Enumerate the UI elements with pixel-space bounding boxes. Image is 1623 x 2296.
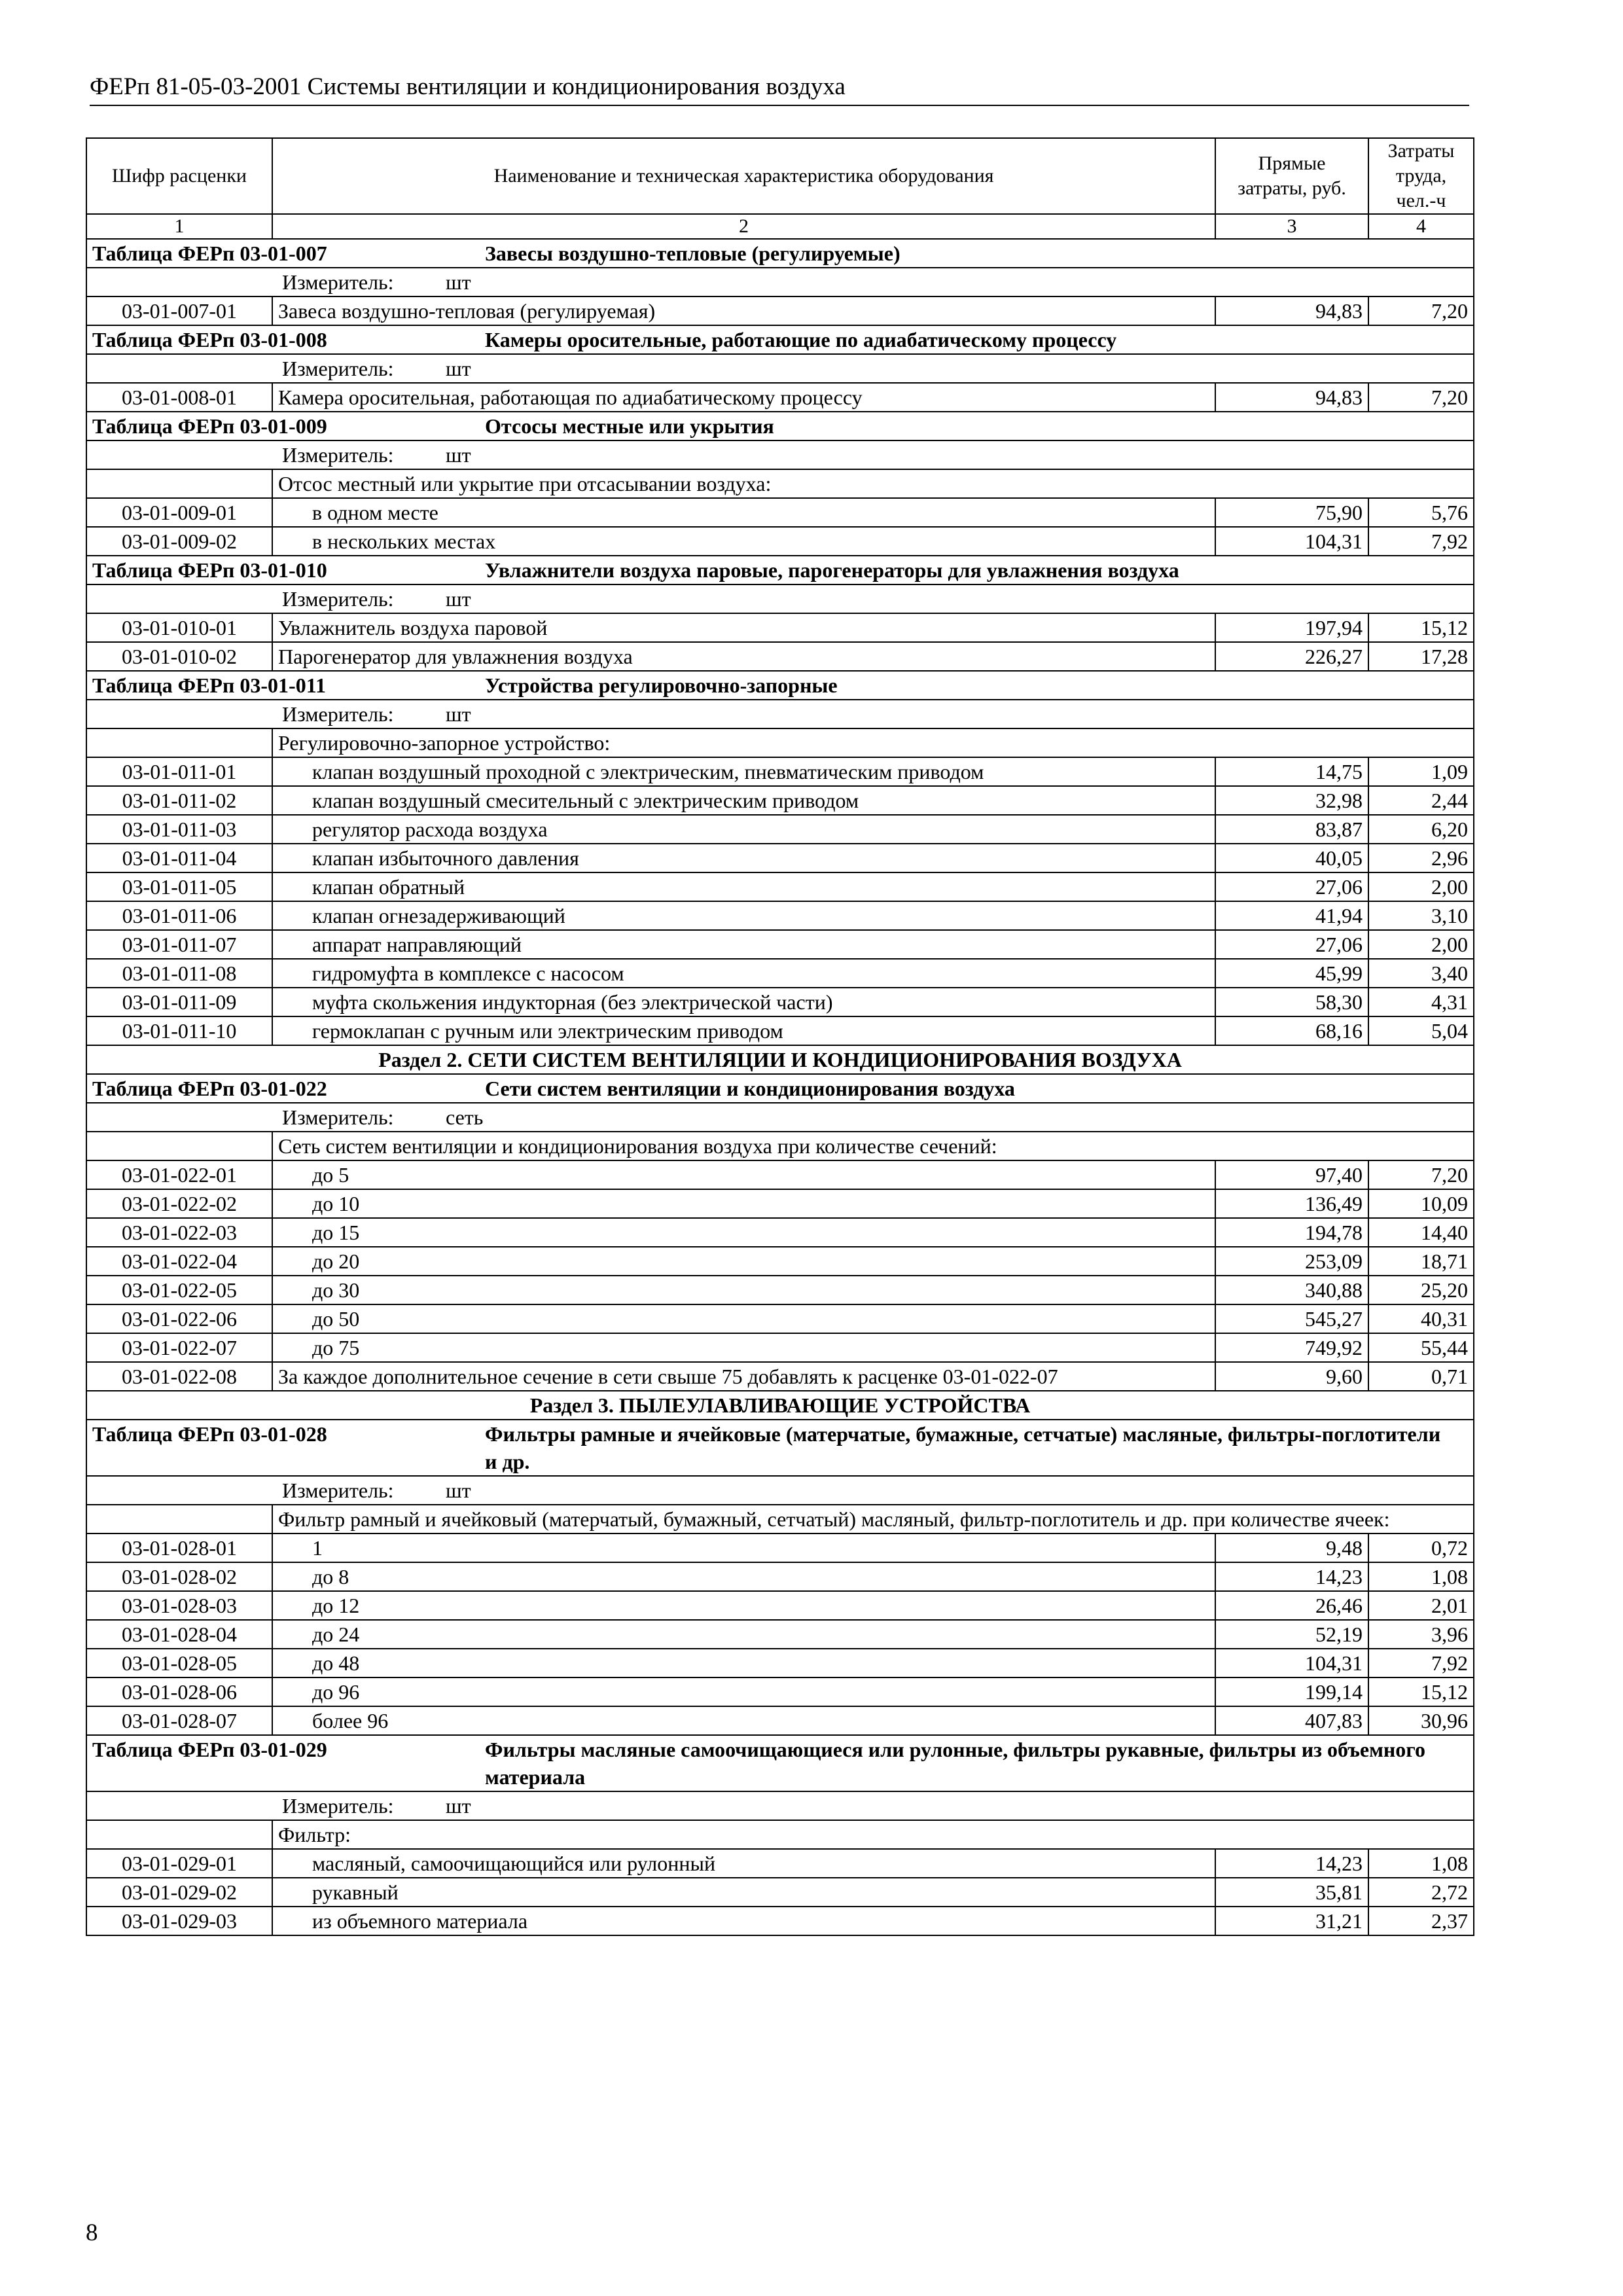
table-row [86,527,1474,556]
rate-name: клапан избыточного давления [272,844,1215,872]
table-name: Устройства регулировочно-запорные [485,673,838,697]
rate-code: 03-01-007-01 [86,296,272,325]
table-row [86,1304,1474,1333]
col-number: 2 [272,214,1215,239]
table-name: Отсосы местные или укрытия [485,414,774,438]
table-title-row [86,325,1474,354]
rate-name: Парогенератор для увлажнения воздуха [272,642,1215,671]
table-title-cell [86,325,1474,354]
rate-code: 03-01-011-03 [86,815,272,844]
table-row [86,1160,1474,1189]
rate-cost: 94,83 [1215,383,1368,412]
measure-cell [86,584,1474,613]
rate-cost: 9,60 [1215,1362,1368,1391]
measure-unit: шт [446,443,471,467]
rate-cost: 45,99 [1215,959,1368,988]
rate-code: 03-01-029-02 [86,1878,272,1907]
rate-cost: 35,81 [1215,1878,1368,1907]
rate-cost: 58,30 [1215,988,1368,1016]
section-title: Раздел 2. СЕТИ СИСТЕМ ВЕНТИЛЯЦИИ И КОНДИЦИОНИРОВАНИЯ ВОЗДУХА [86,1045,1474,1074]
measure-unit: шт [446,1794,471,1818]
rate-labor: 30,96 [1368,1706,1474,1735]
rate-name: до 96 [272,1677,1215,1706]
rate-labor: 40,31 [1368,1304,1474,1333]
measure-unit: шт [446,1479,471,1502]
rate-labor: 5,04 [1368,1016,1474,1045]
rate-name: более 96 [272,1706,1215,1735]
group-row [86,1132,1474,1160]
table-row [86,383,1474,412]
table-row [86,1362,1474,1391]
group-title: Фильтр рамный и ячейковый (матерчатый, бумажный, сетчатый) масляный, фильтр-поглотитель и др. при количестве ячеек: [272,1505,1474,1534]
group-title: Сеть систем вентиляции и кондиционирования воздуха при количестве сечений: [272,1132,1474,1160]
rate-name: масляный, самоочищающийся или рулонный [272,1849,1215,1878]
rate-cost: 14,75 [1215,757,1368,786]
rate-cost: 40,05 [1215,844,1368,872]
rate-cost: 749,92 [1215,1333,1368,1362]
rate-labor: 14,40 [1368,1218,1474,1247]
rate-name: до 24 [272,1620,1215,1649]
table-title-row [86,1074,1474,1103]
measure-cell [86,1103,1474,1132]
table-title-cell [86,671,1474,700]
rate-code: 03-01-011-01 [86,757,272,786]
table-row [86,1562,1474,1591]
rate-labor: 2,44 [1368,786,1474,815]
rate-code: 03-01-009-02 [86,527,272,556]
table-row [86,1620,1474,1649]
measure-unit: шт [446,702,471,726]
rate-cost: 68,16 [1215,1016,1368,1045]
table-row [86,1189,1474,1218]
rate-name: клапан воздушный смесительный с электрическим приводом [272,786,1215,815]
rate-name: до 8 [272,1562,1215,1591]
rate-cost: 14,23 [1215,1562,1368,1591]
rate-code: 03-01-028-05 [86,1649,272,1677]
table-title-cell [86,556,1474,584]
table-row [86,1907,1474,1935]
table-code: Таблица ФЕРп 03-01-009 [92,414,327,438]
rate-cost: 340,88 [1215,1276,1368,1304]
rate-labor: 55,44 [1368,1333,1474,1362]
rate-cost: 199,14 [1215,1677,1368,1706]
table-row [86,1649,1474,1677]
rate-labor: 7,92 [1368,527,1474,556]
table-row [86,815,1474,844]
table-code: Таблица ФЕРп 03-01-010 [92,558,327,582]
rate-cost: 27,06 [1215,872,1368,901]
rate-cost: 194,78 [1215,1218,1368,1247]
table-row [86,1878,1474,1907]
measure-row [86,1103,1474,1132]
rate-code: 03-01-022-02 [86,1189,272,1218]
rate-code: 03-01-028-04 [86,1620,272,1649]
table-row [86,786,1474,815]
group-title: Фильтр: [272,1820,1474,1849]
table-body [86,239,1474,1935]
table-row [86,1677,1474,1706]
rate-code: 03-01-022-08 [86,1362,272,1391]
section-row [86,1045,1474,1074]
rate-code: 03-01-011-07 [86,930,272,959]
rate-code: 03-01-011-06 [86,901,272,930]
rate-code: 03-01-028-02 [86,1562,272,1591]
table-row [86,1247,1474,1276]
empty-code-cell [86,469,272,498]
rate-cost: 9,48 [1215,1534,1368,1562]
rate-name: клапан огнезадерживающий [272,901,1215,930]
table-row [86,1706,1474,1735]
table-row [86,901,1474,930]
rate-code: 03-01-022-04 [86,1247,272,1276]
table-row [86,988,1474,1016]
rate-cost: 104,31 [1215,1649,1368,1677]
measure-label: Измеритель: [282,587,394,611]
rate-cost: 41,94 [1215,901,1368,930]
rate-labor: 1,09 [1368,757,1474,786]
rate-name: до 20 [272,1247,1215,1276]
rate-labor: 7,92 [1368,1649,1474,1677]
table-row [86,1591,1474,1620]
measure-row [86,440,1474,469]
rate-cost: 94,83 [1215,296,1368,325]
page-header: ФЕРп 81-05-03-2001 Системы вентиляции и кондиционирования воздуха [90,71,1469,106]
rate-cost: 32,98 [1215,786,1368,815]
rate-code: 03-01-011-02 [86,786,272,815]
rate-code: 03-01-011-08 [86,959,272,988]
table-title-row [86,556,1474,584]
measure-label: Измеритель: [282,270,394,294]
rate-labor: 6,20 [1368,815,1474,844]
group-row [86,469,1474,498]
table-title-cell [86,239,1474,268]
measure-unit: шт [446,587,471,611]
rate-name: гермоклапан с ручным или электрическим приводом [272,1016,1215,1045]
table-code: Таблица ФЕРп 03-01-011 [92,673,326,697]
rate-name: Завеса воздушно-тепловая (регулируемая) [272,296,1215,325]
table-name: Завесы воздушно-тепловые (регулируемые) [485,242,901,265]
table-name: Фильтры масляные самоочищающиеся или рулонные, фильтры рукавные, фильтры из объемного материала [485,1738,1426,1789]
rate-name: Увлажнитель воздуха паровой [272,613,1215,642]
rate-code: 03-01-028-01 [86,1534,272,1562]
rate-cost: 104,31 [1215,527,1368,556]
table-row [86,872,1474,901]
table-title-cell [86,1735,1474,1791]
rate-name: За каждое дополнительное сечение в сети свыше 75 добавлять к расценке 03-01-022-07 [272,1362,1215,1391]
measure-cell [86,1791,1474,1820]
rate-code: 03-01-022-06 [86,1304,272,1333]
empty-code-cell [86,1132,272,1160]
rate-labor: 1,08 [1368,1562,1474,1591]
rate-code: 03-01-011-09 [86,988,272,1016]
rate-name: рукавный [272,1878,1215,1907]
rate-cost: 26,46 [1215,1591,1368,1620]
rate-name: до 10 [272,1189,1215,1218]
rate-labor: 2,01 [1368,1591,1474,1620]
rate-name: муфта скольжения индукторная (без электрической части) [272,988,1215,1016]
rate-labor: 17,28 [1368,642,1474,671]
rate-cost: 27,06 [1215,930,1368,959]
rate-cost: 226,27 [1215,642,1368,671]
column-number-row [86,214,1474,239]
rate-name: гидромуфта в комплексе с насосом [272,959,1215,988]
col-header-code: Шифр расценки [86,138,272,214]
table-title-cell [86,412,1474,440]
rate-cost: 52,19 [1215,1620,1368,1649]
rate-name: до 30 [272,1276,1215,1304]
rate-name: клапан воздушный проходной с электрическим, пневматическим приводом [272,757,1215,786]
group-row [86,1820,1474,1849]
rate-code: 03-01-009-01 [86,498,272,527]
table-name: Камеры оросительные, работающие по адиабатическому процессу [485,328,1117,351]
col-header-cost: Прямые затраты, руб. [1215,138,1368,214]
rate-labor: 10,09 [1368,1189,1474,1218]
rate-code: 03-01-022-07 [86,1333,272,1362]
rate-code: 03-01-011-04 [86,844,272,872]
section-row [86,1391,1474,1420]
table-row [86,1276,1474,1304]
measure-cell [86,700,1474,728]
rate-name: аппарат направляющий [272,930,1215,959]
table-row [86,498,1474,527]
rate-labor: 0,72 [1368,1534,1474,1562]
table-row [86,1534,1474,1562]
table-title-row [86,1420,1474,1476]
measure-label: Измеритель: [282,702,394,726]
rate-name: Камера оросительная, работающая по адиабатическому процессу [272,383,1215,412]
table-row [86,296,1474,325]
table-title-cell [86,1074,1474,1103]
table-row [86,1333,1474,1362]
rate-code: 03-01-028-03 [86,1591,272,1620]
measure-unit: шт [446,270,471,294]
rate-labor: 15,12 [1368,1677,1474,1706]
table-row [86,844,1474,872]
column-header-row [86,138,1474,214]
rate-code: 03-01-010-02 [86,642,272,671]
rate-code: 03-01-028-06 [86,1677,272,1706]
rate-labor: 7,20 [1368,383,1474,412]
rate-cost: 14,23 [1215,1849,1368,1878]
table-name: Фильтры рамные и ячейковые (матерчатые, бумажные, сетчатые) масляные, фильтры-поглотители и др. [485,1422,1441,1473]
table-row [86,1849,1474,1878]
table-title-row [86,671,1474,700]
table-code: Таблица ФЕРп 03-01-029 [92,1738,327,1761]
table-title-row [86,412,1474,440]
rate-name: до 75 [272,1333,1215,1362]
rate-cost: 545,27 [1215,1304,1368,1333]
measure-label: Измеритель: [282,1105,394,1129]
rate-code: 03-01-022-01 [86,1160,272,1189]
rate-labor: 3,40 [1368,959,1474,988]
rate-labor: 25,20 [1368,1276,1474,1304]
rate-labor: 5,76 [1368,498,1474,527]
rate-name: клапан обратный [272,872,1215,901]
table-title-row [86,239,1474,268]
rate-name: в нескольких местах [272,527,1215,556]
table-code: Таблица ФЕРп 03-01-022 [92,1077,327,1100]
group-row [86,728,1474,757]
rate-cost: 136,49 [1215,1189,1368,1218]
rates-table [86,137,1474,1936]
measure-label: Измеритель: [282,443,394,467]
col-header-labor: Затраты труда, чел.-ч [1368,138,1474,214]
rate-name: до 15 [272,1218,1215,1247]
rate-name: из объемного материала [272,1907,1215,1935]
measure-cell [86,354,1474,383]
table-name: Увлажнители воздуха паровые, парогенераторы для увлажнения воздуха [485,558,1179,582]
rate-cost: 97,40 [1215,1160,1368,1189]
table-row [86,757,1474,786]
table-code: Таблица ФЕРп 03-01-028 [92,1422,327,1446]
measure-cell [86,1476,1474,1505]
rate-cost: 31,21 [1215,1907,1368,1935]
measure-row [86,1791,1474,1820]
rate-code: 03-01-028-07 [86,1706,272,1735]
measure-label: Измеритель: [282,1479,394,1502]
rate-labor: 4,31 [1368,988,1474,1016]
rate-code: 03-01-029-03 [86,1907,272,1935]
measure-unit: шт [446,357,471,380]
rate-labor: 0,71 [1368,1362,1474,1391]
rate-name: в одном месте [272,498,1215,527]
rate-code: 03-01-022-03 [86,1218,272,1247]
table-row [86,959,1474,988]
rate-labor: 2,72 [1368,1878,1474,1907]
rate-labor: 2,00 [1368,930,1474,959]
measure-label: Измеритель: [282,357,394,380]
rate-labor: 2,96 [1368,844,1474,872]
table-code: Таблица ФЕРп 03-01-008 [92,328,327,351]
table-title-cell [86,1420,1474,1476]
empty-code-cell [86,728,272,757]
measure-row [86,354,1474,383]
rate-labor: 2,00 [1368,872,1474,901]
empty-code-cell [86,1820,272,1849]
rate-labor: 3,96 [1368,1620,1474,1649]
rate-name: регулятор расхода воздуха [272,815,1215,844]
measure-row [86,584,1474,613]
rate-cost: 75,90 [1215,498,1368,527]
measure-row [86,268,1474,296]
col-header-name: Наименование и техническая характеристика оборудования [272,138,1215,214]
measure-row [86,1476,1474,1505]
page-number: 8 [86,2219,98,2246]
rate-code: 03-01-010-01 [86,613,272,642]
rate-labor: 7,20 [1368,1160,1474,1189]
measure-cell [86,268,1474,296]
measure-unit: сеть [446,1105,484,1129]
empty-code-cell [86,1505,272,1534]
table-row [86,613,1474,642]
rate-code: 03-01-029-01 [86,1849,272,1878]
table-title-row [86,1735,1474,1791]
rate-code: 03-01-011-05 [86,872,272,901]
rate-name: до 50 [272,1304,1215,1333]
rate-name: 1 [272,1534,1215,1562]
table-row [86,1218,1474,1247]
table-code: Таблица ФЕРп 03-01-007 [92,242,327,265]
rate-labor: 1,08 [1368,1849,1474,1878]
table-row [86,1016,1474,1045]
col-number: 4 [1368,214,1474,239]
rate-cost: 197,94 [1215,613,1368,642]
col-number: 1 [86,214,272,239]
col-number: 3 [1215,214,1368,239]
measure-label: Измеритель: [282,1794,394,1818]
section-title: Раздел 3. ПЫЛЕУЛАВЛИВАЮЩИЕ УСТРОЙСТВА [86,1391,1474,1420]
measure-cell [86,440,1474,469]
table-row [86,642,1474,671]
rate-labor: 3,10 [1368,901,1474,930]
group-title: Регулировочно-запорное устройство: [272,728,1474,757]
rate-labor: 18,71 [1368,1247,1474,1276]
group-title: Отсос местный или укрытие при отсасывании воздуха: [272,469,1474,498]
rate-code: 03-01-022-05 [86,1276,272,1304]
group-row [86,1505,1474,1534]
rate-labor: 7,20 [1368,296,1474,325]
rate-labor: 2,37 [1368,1907,1474,1935]
table-row [86,930,1474,959]
rate-name: до 12 [272,1591,1215,1620]
rate-name: до 48 [272,1649,1215,1677]
rate-cost: 83,87 [1215,815,1368,844]
rate-cost: 253,09 [1215,1247,1368,1276]
rate-cost: 407,83 [1215,1706,1368,1735]
measure-row [86,700,1474,728]
rate-labor: 15,12 [1368,613,1474,642]
rate-name: до 5 [272,1160,1215,1189]
table-name: Сети систем вентиляции и кондиционирования воздуха [485,1077,1015,1100]
rate-code: 03-01-008-01 [86,383,272,412]
rate-code: 03-01-011-10 [86,1016,272,1045]
